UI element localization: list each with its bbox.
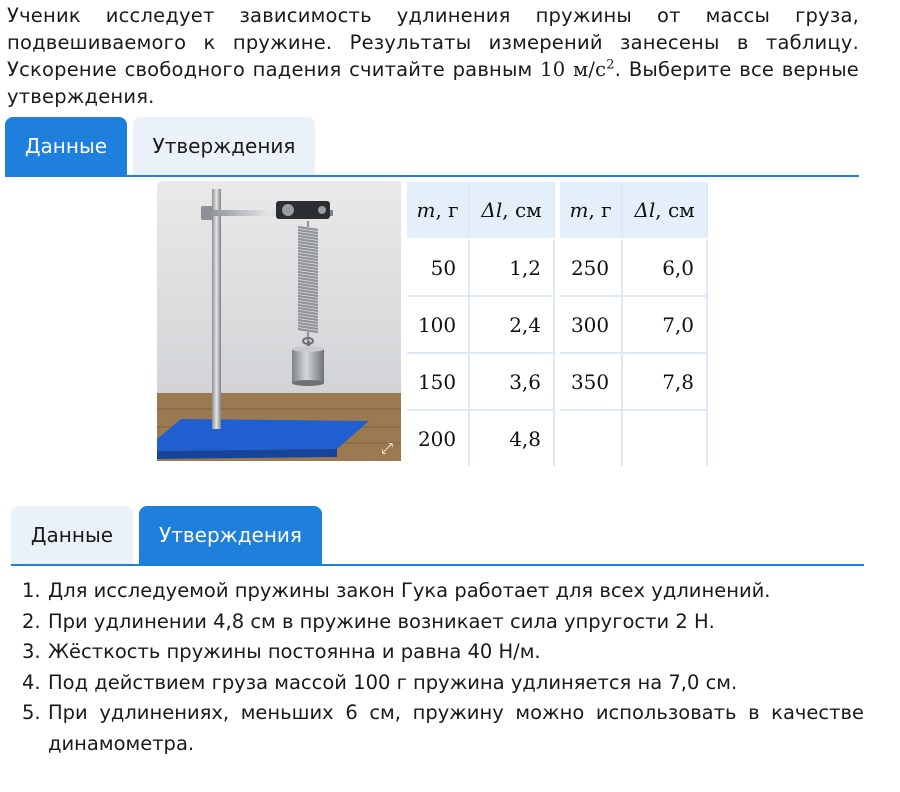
measurements-table-right <box>560 182 708 466</box>
table-row: 100 2,4 <box>407 296 554 353</box>
header-elongation: Δl, см <box>622 182 707 239</box>
table-row: 350 7,8 <box>560 353 707 410</box>
statements-list <box>22 576 864 759</box>
table-row: 200 4,8 <box>407 410 554 466</box>
tab-statements[interactable]: Утверждения <box>133 117 315 175</box>
bottom-tabs <box>11 506 864 566</box>
table-row: 150 3,6 <box>407 353 554 410</box>
table-row <box>560 410 707 466</box>
table-row: 300 7,0 <box>560 296 707 353</box>
list-item: 2. При удлинении 4,8 см в пружине возникает сила упругости 2 Н. <box>22 609 715 633</box>
header-elongation: Δl, см <box>469 182 554 239</box>
tab-underline <box>5 175 859 177</box>
question-text: Ученик исследует зависимость удлинения пружины от массы груза, подвешиваемого к пружине. Результаты измерений занесены в таблицу. Ускорение свободного падения считайте равным 10 $м/с^2$. Выберите все верные утверждения. <box>7 4 859 108</box>
list-item: 4. Под действием груза массой 100 г пружина удлиняется на 7,0 см. <box>22 670 738 694</box>
tab-underline <box>11 564 864 566</box>
expand-icon[interactable]: ⤢ <box>380 439 393 457</box>
header-mass: m, г <box>407 182 469 239</box>
measurements-table-left <box>407 182 555 466</box>
list-item: 1. Для исследуемой пружины закон Гука работает для всех удлинений. <box>22 579 771 602</box>
lab-stand-icon <box>157 181 401 461</box>
header-mass: m, г <box>560 182 622 239</box>
tab-data[interactable]: Данные <box>11 506 133 564</box>
top-tabs <box>5 117 859 177</box>
table-row: 250 6,0 <box>560 239 707 296</box>
experiment-illustration[interactable] <box>157 181 401 461</box>
tab-data[interactable]: Данные <box>5 117 127 175</box>
list-item: 3. Жёсткость пружины постоянна и равна 40 Н/м. <box>22 640 541 663</box>
gravity-value: 10 $м/с^2$ <box>540 57 615 81</box>
list-item: 5. При удлинениях, меньших 6 см, пружину можно использовать в качестве динамометра. <box>22 701 864 755</box>
table-row: 50 1,2 <box>407 239 554 296</box>
tab-statements[interactable]: Утверждения <box>139 506 322 564</box>
